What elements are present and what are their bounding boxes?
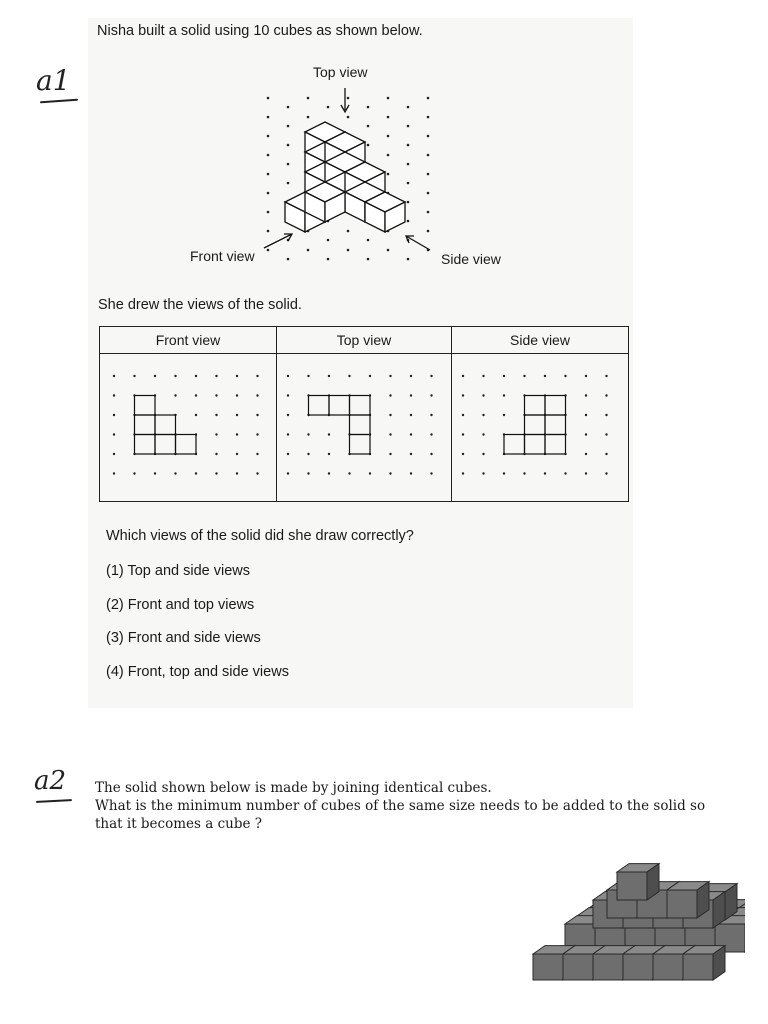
drew-views-text: She drew the views of the solid.	[98, 297, 302, 313]
grid-dot	[113, 453, 115, 455]
grid-dot	[367, 106, 370, 109]
grid-dot	[523, 375, 525, 377]
grid-dot	[328, 433, 330, 435]
view-square	[135, 415, 156, 435]
grid-dot	[215, 375, 217, 377]
grid-dot	[462, 433, 464, 435]
grid-dot	[195, 375, 197, 377]
grid-dot	[427, 97, 430, 100]
grid-dot	[407, 106, 410, 109]
front-view-label: Front view	[190, 248, 255, 264]
top-view-drawing	[277, 354, 451, 496]
grid-dot	[605, 433, 607, 435]
grid-dot	[215, 453, 217, 455]
grid-dot	[407, 201, 410, 204]
grid-dot	[348, 375, 350, 377]
top-view-cell	[277, 354, 452, 502]
grid-dot	[287, 258, 290, 261]
question-1-text: Which views of the solid did she draw correctly?	[106, 528, 414, 544]
grid-dot	[482, 472, 484, 474]
grid-dot	[267, 116, 270, 119]
marker-underline	[36, 799, 72, 803]
grid-dot	[367, 144, 370, 147]
grid-dot	[503, 472, 505, 474]
grid-dot	[267, 135, 270, 138]
grid-dot	[307, 97, 310, 100]
grid-dot	[387, 116, 390, 119]
grid-dot	[215, 433, 217, 435]
grid-dot	[113, 472, 115, 474]
grid-dot	[154, 375, 156, 377]
grid-dot	[287, 394, 289, 396]
grid-dot	[113, 394, 115, 396]
side-view-label: Side view	[441, 251, 501, 267]
grid-dot	[328, 375, 330, 377]
marker-underline	[40, 99, 78, 104]
grid-dot	[307, 116, 310, 119]
option-3[interactable]: (3) Front and side views	[106, 630, 261, 646]
grid-dot	[287, 433, 289, 435]
grid-dot	[430, 375, 432, 377]
grid-dot	[387, 173, 390, 176]
grey-cube-front	[667, 890, 697, 918]
grid-dot	[327, 106, 330, 109]
header-top-view: Top view	[277, 327, 452, 354]
grid-dot	[427, 154, 430, 157]
grid-dot	[585, 375, 587, 377]
grid-dot	[236, 433, 238, 435]
grid-dot	[267, 173, 270, 176]
grid-dot	[585, 414, 587, 416]
grid-dot	[427, 230, 430, 233]
view-square	[309, 396, 330, 416]
grid-dot	[307, 472, 309, 474]
grid-dot	[605, 453, 607, 455]
grid-dot	[430, 472, 432, 474]
grid-dot	[387, 97, 390, 100]
grid-dot	[215, 414, 217, 416]
grid-dot	[215, 472, 217, 474]
grid-dot	[328, 453, 330, 455]
grid-dot	[369, 375, 371, 377]
grid-dot	[503, 414, 505, 416]
grid-dot	[133, 375, 135, 377]
grid-dot	[367, 239, 370, 242]
grid-dot	[133, 472, 135, 474]
view-square	[525, 435, 546, 455]
grid-dot	[287, 182, 290, 185]
front-view-cell	[100, 354, 277, 502]
grid-dot	[430, 414, 432, 416]
grid-dot	[195, 414, 197, 416]
grey-cube-front	[623, 954, 653, 980]
question-2-line-2: What is the minimum number of cubes of the same size needs to be added to the solid so	[95, 798, 706, 814]
grid-dot	[410, 433, 412, 435]
grid-dot	[327, 258, 330, 261]
grid-dot	[389, 394, 391, 396]
grid-dot	[256, 394, 258, 396]
grid-dot	[287, 163, 290, 166]
grid-dot	[410, 375, 412, 377]
grid-dot	[523, 472, 525, 474]
grid-dot	[236, 414, 238, 416]
grid-dot	[267, 192, 270, 195]
pyramid-cubes	[533, 864, 745, 980]
grid-dot	[236, 375, 238, 377]
view-square	[176, 435, 197, 455]
view-square	[350, 396, 371, 416]
grid-dot	[544, 375, 546, 377]
grid-dot	[287, 414, 289, 416]
grid-dot	[564, 472, 566, 474]
view-square	[545, 435, 566, 455]
grid-dot	[482, 433, 484, 435]
grid-dot	[462, 414, 464, 416]
view-square	[350, 415, 371, 435]
grid-dot	[407, 163, 410, 166]
side-view-cell	[452, 354, 629, 502]
grid-dot	[462, 472, 464, 474]
view-square	[545, 415, 566, 435]
grid-dot	[605, 472, 607, 474]
grid-dot	[389, 433, 391, 435]
grid-dot	[389, 375, 391, 377]
grid-dot	[427, 173, 430, 176]
front-view-drawing	[100, 354, 276, 496]
grid-dot	[287, 375, 289, 377]
grid-dot	[267, 230, 270, 233]
grey-cube-front	[683, 954, 713, 980]
grid-dot	[407, 182, 410, 185]
grid-dot	[427, 116, 430, 119]
cube-pyramid-figure	[525, 862, 745, 992]
grid-dot	[427, 135, 430, 138]
grid-dot	[347, 97, 350, 100]
grid-dot	[287, 125, 290, 128]
grid-dot	[389, 414, 391, 416]
view-square	[504, 435, 525, 455]
grid-dot	[287, 453, 289, 455]
view-square	[155, 435, 176, 455]
grid-dot	[462, 394, 464, 396]
grey-cube-front	[593, 954, 623, 980]
grid-dot	[564, 375, 566, 377]
grid-dot	[215, 394, 217, 396]
grey-cube-front	[563, 954, 593, 980]
grid-dot	[430, 394, 432, 396]
grid-dot	[367, 258, 370, 261]
grid-dot	[430, 453, 432, 455]
grid-dot	[585, 472, 587, 474]
option-4[interactable]: (4) Front, top and side views	[106, 664, 289, 680]
grid-dot	[113, 375, 115, 377]
view-square	[525, 396, 546, 416]
grid-dot	[195, 472, 197, 474]
grid-dot	[585, 394, 587, 396]
view-square	[525, 415, 546, 435]
grid-dot	[462, 453, 464, 455]
grid-dot	[347, 230, 350, 233]
grid-dot	[605, 394, 607, 396]
grid-dot	[427, 192, 430, 195]
grid-dot	[328, 472, 330, 474]
grid-dot	[195, 394, 197, 396]
grid-dot	[482, 453, 484, 455]
grid-dot	[236, 394, 238, 396]
option-1[interactable]: (1) Top and side views	[106, 563, 251, 579]
grey-cube-front	[617, 872, 647, 900]
grid-dot	[256, 433, 258, 435]
grid-dot	[307, 433, 309, 435]
grid-dot	[174, 375, 176, 377]
grid-dot	[236, 453, 238, 455]
grid-dot	[267, 97, 270, 100]
grid-dot	[389, 453, 391, 455]
grid-dot	[544, 472, 546, 474]
grid-dot	[367, 125, 370, 128]
grid-dot	[503, 375, 505, 377]
option-2[interactable]: (2) Front and top views	[106, 597, 255, 613]
grid-dot	[410, 414, 412, 416]
question-1-intro: Nisha built a solid using 10 cubes as shown below.	[97, 23, 423, 39]
grid-dot	[154, 472, 156, 474]
side-view-drawing	[452, 354, 628, 496]
grid-dot	[427, 211, 430, 214]
question-2-line-1: The solid shown below is made by joining identical cubes.	[95, 780, 492, 796]
grid-dot	[430, 433, 432, 435]
grid-dot	[113, 414, 115, 416]
grey-cube-front	[533, 954, 563, 980]
header-front-view: Front view	[100, 327, 277, 354]
grid-dot	[256, 375, 258, 377]
grid-dot	[605, 375, 607, 377]
grid-dot	[307, 375, 309, 377]
grid-dot	[407, 258, 410, 261]
grid-dot	[287, 144, 290, 147]
grid-dot	[256, 472, 258, 474]
grid-dot	[410, 472, 412, 474]
question-marker-2: a2	[34, 766, 67, 796]
grid-dot	[267, 154, 270, 157]
grid-dot	[585, 433, 587, 435]
grid-dot	[348, 472, 350, 474]
grid-dot	[605, 414, 607, 416]
grid-dot	[113, 433, 115, 435]
grid-dot	[482, 375, 484, 377]
grid-dot	[236, 472, 238, 474]
grid-dot	[410, 453, 412, 455]
grid-dot	[287, 472, 289, 474]
grid-dot	[347, 249, 350, 252]
grid-dot	[307, 249, 310, 252]
grey-cube-front	[653, 954, 683, 980]
grid-dot	[347, 116, 350, 119]
views-table	[99, 326, 629, 502]
grid-dot	[387, 135, 390, 138]
grid-dot	[327, 239, 330, 242]
grid-dot	[462, 375, 464, 377]
grid-dot	[267, 249, 270, 252]
grid-dot	[307, 453, 309, 455]
grid-dot	[387, 154, 390, 157]
grid-dot	[174, 472, 176, 474]
cube-stack	[285, 122, 405, 232]
grid-dot	[585, 453, 587, 455]
view-square	[135, 435, 156, 455]
grid-dot	[482, 394, 484, 396]
grid-dot	[256, 414, 258, 416]
question-2-text	[95, 779, 735, 833]
question-2-line-3: that it becomes a cube ?	[95, 816, 263, 832]
grid-dot	[389, 472, 391, 474]
view-square	[545, 396, 566, 416]
view-square	[350, 435, 371, 455]
grid-dot	[287, 106, 290, 109]
grid-dot	[369, 472, 371, 474]
view-square	[329, 396, 350, 416]
view-square	[155, 415, 176, 435]
grid-dot	[410, 394, 412, 396]
question-marker-1: a1	[36, 64, 71, 97]
view-square	[135, 396, 156, 416]
side-view-arrow	[406, 236, 430, 250]
grid-dot	[407, 125, 410, 128]
grid-dot	[482, 414, 484, 416]
isometric-solid-figure	[180, 60, 520, 280]
grid-dot	[407, 144, 410, 147]
grid-dot	[174, 394, 176, 396]
grid-dot	[503, 394, 505, 396]
top-view-label: Top view	[313, 64, 368, 80]
grid-dot	[267, 211, 270, 214]
grid-dot	[387, 249, 390, 252]
header-side-view: Side view	[452, 327, 629, 354]
grid-dot	[407, 220, 410, 223]
grid-dot	[256, 453, 258, 455]
